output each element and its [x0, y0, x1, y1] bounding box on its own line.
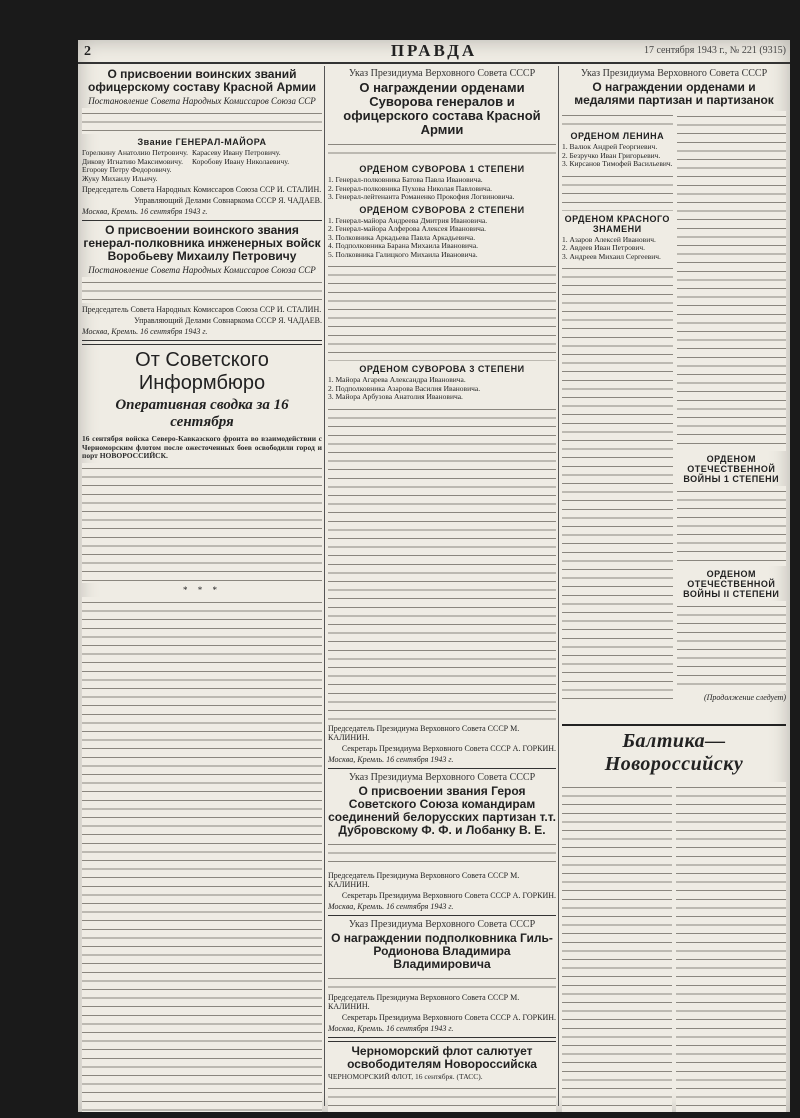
decree-header: Указ Президиума Верховного Совета СССР [348, 771, 536, 783]
report-body [82, 597, 322, 1112]
secretary: Управляющий Делами Совнаркома СССР Я. ЧАДАЕВ. [134, 316, 322, 325]
fleet-salute-article [328, 1045, 556, 1113]
masthead [78, 40, 790, 64]
decree-subtitle: Постановление Совета Народных Комиссаров Союза ССР [88, 96, 316, 106]
list-item: Коробову Ивану Николаевичу. [192, 157, 290, 166]
place-date: Москва, Кремль. 16 сентября 1943 г. [328, 1023, 454, 1033]
divider [82, 220, 322, 221]
names-list-continued [562, 171, 673, 211]
decree-body [82, 277, 322, 303]
article-headline: Балтика—Новороссийску [604, 730, 744, 775]
signature: Председатель Президиума Верховного Совета СССР М. КАЛИНИН. [328, 992, 520, 1011]
signature: Председатель Совета Народных Комиссаров Союза ССР И. СТАЛИН. [82, 185, 322, 194]
list-item: 3. Кирсанов Тимофей Васильевич. [562, 160, 673, 168]
names-list [328, 376, 556, 402]
page-number: 2 [84, 44, 91, 59]
hero-decree [328, 772, 556, 911]
list-item: 2. Генерал-майора Алферова Алексея Ивановича. [328, 225, 487, 233]
names-list-continued [677, 486, 786, 566]
names-list [82, 149, 188, 183]
names-list-continued [677, 111, 786, 451]
list-item: Горелкину Анатолию Петровичу. [82, 149, 188, 157]
decree-headline: О присвоении воинских званий офицерскому составу Красной Армии [88, 67, 316, 94]
list-item: Жуку Михаилу Ильичу. [82, 174, 158, 183]
list-item: 4. Подполковника Барана Михаила Ивановича. [328, 242, 479, 250]
section-separator: * * * [183, 584, 221, 595]
rank-heading: Звание ГЕНЕРАЛ-МАЙОРА [137, 137, 267, 147]
decree-headline: О награждении орденами Суворова генералов и офицерского состава Красной Армии [343, 80, 541, 137]
names-list [562, 143, 673, 169]
list-item: 1. Майора Агарева Александра Ивановича. [328, 376, 466, 384]
issue-date: 17 сентября 1943 г., № 221 (9315) [643, 45, 786, 56]
decree-header: Указ Президиума Верховного Совета СССР [348, 918, 536, 930]
secretary: Секретарь Президиума Верховного Совета СССР А. ГОРКИН. [341, 890, 556, 900]
list-item: 3. Майора Арбузова Анатолия Ивановича. [328, 393, 463, 401]
names-list [328, 217, 556, 260]
column-middle [328, 66, 556, 1112]
place-date: Москва, Кремль. 16 сентября 1943 г. [328, 754, 454, 764]
decree-headline: О награждении подполковника Гиль-Родионова Владимира Владимировича [331, 930, 553, 971]
report-headline: От Советского Информбюро [135, 349, 269, 394]
column-left [82, 66, 322, 1112]
newspaper-title: ПРАВДА [390, 41, 478, 60]
decree-body [82, 108, 322, 134]
signature: Председатель Совета Народных Комиссаров Союза ССР И. СТАЛИН. [82, 305, 322, 314]
names-list [192, 149, 289, 183]
names-list [562, 236, 673, 262]
list-item: 2. Безручко Иван Григорьевич. [562, 151, 661, 160]
column-right [562, 66, 786, 709]
divider [328, 1037, 556, 1042]
gil-rodionov-decree [328, 919, 556, 1033]
secretary: Управляющий Делами Совнаркома СССР Я. ЧАДАЕВ. [134, 196, 322, 205]
decree-headline: О присвоении воинского звания генерал-полковника инженерных войск Воробьеву Михаилу Петровичу [83, 223, 321, 263]
order-heading: ОРДЕНОМ ОТЕЧЕСТВЕННОЙ ВОЙНЫ II СТЕПЕНИ [683, 569, 780, 599]
list-item: 1. Азаров Алексей Иванович. [562, 235, 656, 244]
list-item: 2. Авдеев Иван Петрович. [562, 244, 646, 252]
list-item: 3. Полковника Аркадьева Павла Аркадьевича. [328, 233, 476, 242]
place-date: Москва, Кремль. 16 сентября 1943 г. [82, 207, 208, 216]
column-divider [558, 66, 559, 1106]
list-item: 5. Полковника Галицкого Михаила Ивановича. [328, 250, 478, 259]
list-item: Дикову Игнатию Максимовичу. [82, 157, 183, 166]
list-item: 1. Валюк Андрей Георгиевич. [562, 143, 658, 151]
list-item: 3. Андреев Михаил Сергеевич. [562, 252, 661, 261]
list-item: 3. Генерал-лейтенанта Романенко Прокофия Логвиновича. [328, 193, 515, 201]
decree-headline: О награждении орденами и медалями партизан и партизанок [574, 80, 774, 107]
divider [328, 915, 556, 916]
suvorov-orders-decree [328, 68, 556, 764]
signature: Председатель Президиума Верховного Совета СССР М. КАЛИНИН. [328, 870, 520, 889]
report-body [82, 463, 322, 583]
decree-body [328, 973, 556, 991]
divider [328, 768, 556, 769]
order-heading: ОРДЕНОМ ЛЕНИНА [570, 131, 665, 141]
decree-header: Указ Президиума Верховного Совета СССР [580, 68, 768, 79]
list-item: Егорову Петру Федоровичу. [82, 166, 172, 174]
decree-header: Указ Президиума Верховного Совета СССР [348, 68, 536, 79]
names-list-continued [328, 404, 556, 722]
list-item: 2. Подполковника Азарова Василия Ивановича. [328, 384, 481, 393]
divider [82, 340, 322, 345]
order-heading: ОРДЕНОМ СУВОРОВА 3 СТЕПЕНИ [359, 364, 525, 374]
article-body [562, 782, 672, 1112]
article-lead: ЧЕРНОМОРСКИЙ ФЛОТ, 16 сентября. (ТАСС). [328, 1071, 483, 1081]
order-heading: ОРДЕНОМ ОТЕЧЕСТВЕННОЙ ВОЙНЫ 1 СТЕПЕНИ [683, 454, 780, 484]
sovinformburo-report [82, 349, 322, 1112]
article-headline: Черноморский флот салютует освободителям Новороссийска [347, 1043, 537, 1071]
officer-ranks-decree [82, 68, 322, 216]
order-heading: ОРДЕНОМ СУВОРОВА 2 СТЕПЕНИ [359, 204, 525, 215]
decree-subtitle: Постановление Совета Народных Комиссаров Союза ССР [88, 265, 316, 275]
order-heading: ОРДЕНОМ СУВОРОВА 1 СТЕПЕНИ [359, 164, 525, 174]
column-divider [324, 66, 325, 1106]
list-item: 1. Генерал-майора Андреева Дмитрия Ивановича. [328, 216, 488, 225]
place-date: Москва, Кремль. 16 сентября 1943 г. [82, 327, 208, 336]
names-list-continued [677, 601, 786, 691]
signature: Председатель Президиума Верховного Совета СССР М. КАЛИНИН. [328, 723, 520, 742]
article-body [676, 782, 786, 1112]
report-subtitle: Оперативная сводка за 16 сентября [115, 397, 289, 430]
report-lead: 16 сентября войска Северо-Кавказского фронта во взаимодействии с Черноморским флотом после ожесточенных боев освободили город и порт НОВОРОССИЙСК. [82, 434, 322, 461]
baltika-article [562, 724, 786, 1112]
decree-body [328, 139, 556, 161]
decree-body [328, 839, 556, 869]
list-item: 2. Генерал-полковника Пухова Николая Павловича. [328, 184, 493, 193]
secretary: Секретарь Президиума Верховного Совета СССР А. ГОРКИН. [341, 743, 556, 753]
names-list [328, 176, 556, 202]
vorobiev-decree [82, 224, 322, 336]
decree-body [562, 110, 673, 128]
list-item: Карасеву Ивану Петровичу. [192, 149, 281, 157]
place-date: Москва, Кремль. 16 сентября 1943 г. [328, 901, 454, 911]
names-list-continued [328, 261, 556, 361]
to-be-continued: (Продолжение следует) [703, 693, 786, 702]
secretary: Секретарь Президиума Верховного Совета СССР А. ГОРКИН. [341, 1012, 556, 1022]
list-item: 1. Генерал-полковника Батова Павла Ивановича. [328, 176, 483, 184]
article-body [328, 1083, 556, 1112]
newspaper-page [78, 40, 790, 1112]
partisan-awards-decree [562, 68, 786, 705]
names-list-continued [562, 263, 673, 703]
order-heading: ОРДЕНОМ КРАСНОГО ЗНАМЕНИ [564, 213, 670, 234]
decree-headline: О присвоении звания Героя Советского Союза командирам соединений белорусских партизан т.т. Дубровскому Ф. Ф. и Лобанку В. Е. [328, 783, 556, 837]
